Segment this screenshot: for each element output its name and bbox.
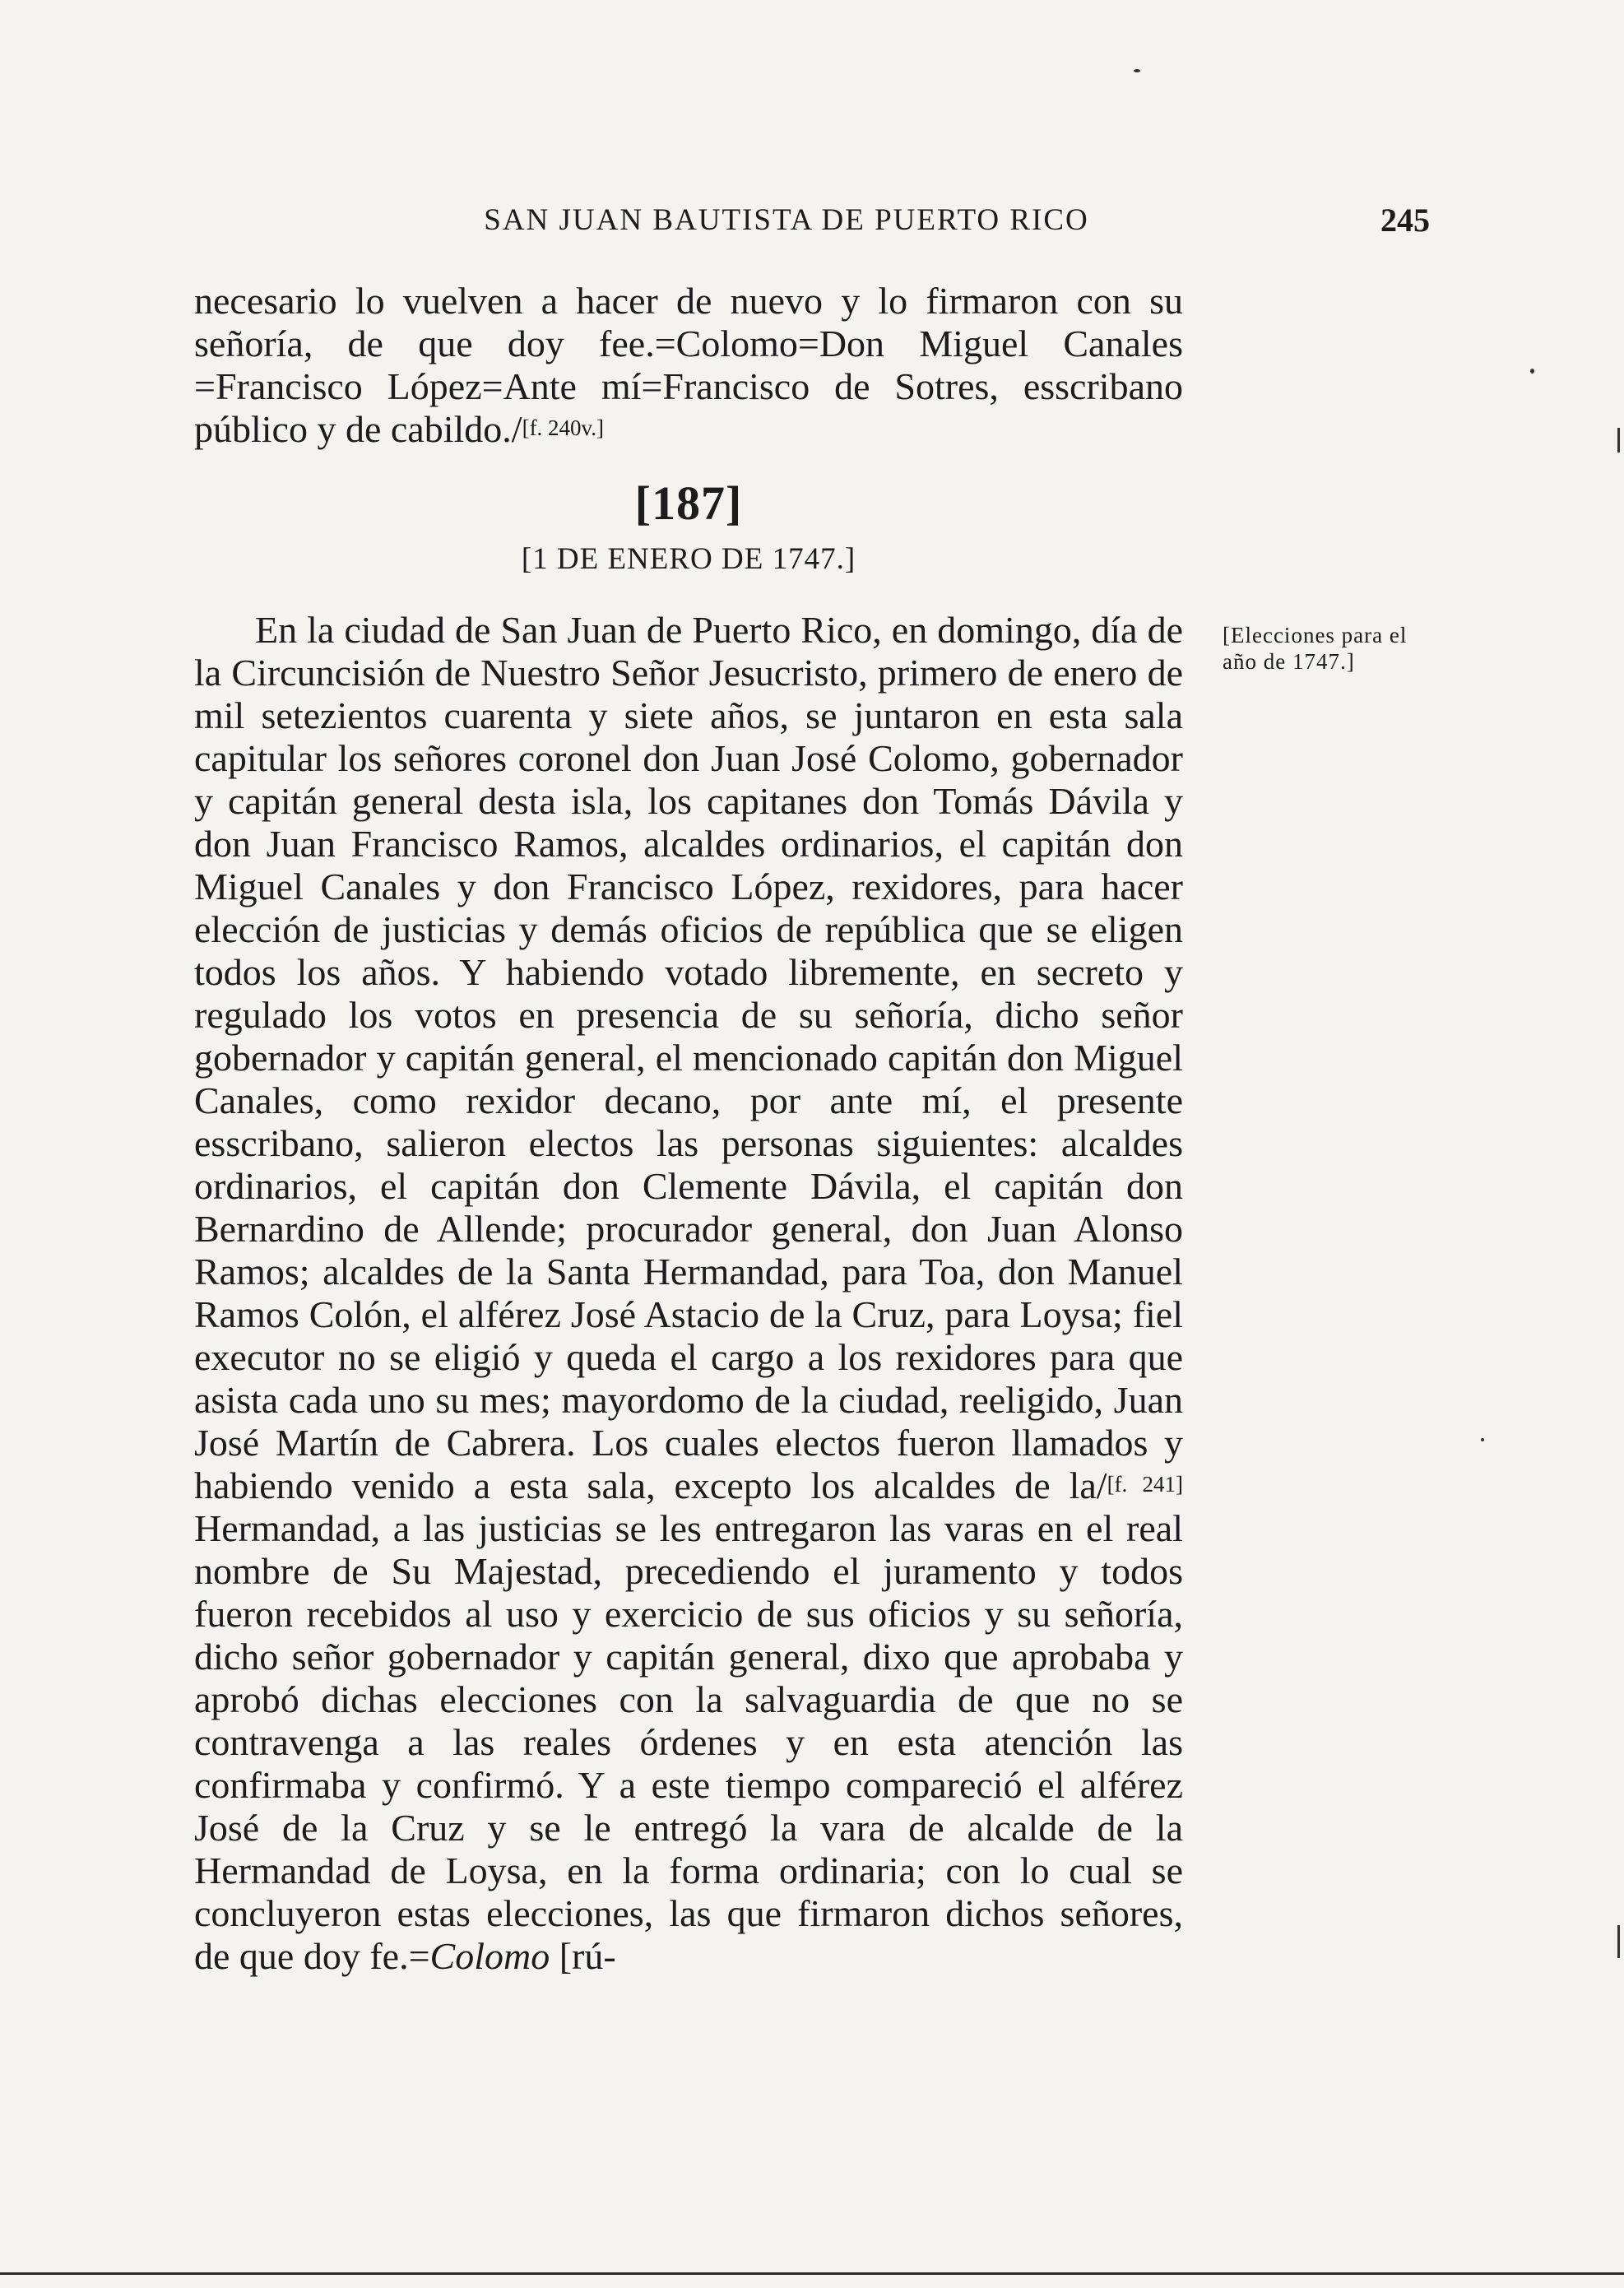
entry-text-part2: Hermandad, a las justicias se les entregaron las varas en el real nombre de Su Majestad, precediendo el juramento y todos fueron recebidos al uso y exercicio de sus oficios y su señoría, dicho señor gobernador y capitán general, dixo que aprobaba y aprobó dichas elecciones con la salvaguardia de que no se contravenga a las reales órdenes y en esta atención las confirmaba y confirmó. Y a este tiempo compareció el alférez José de la Cruz y se le entregó la vara de alcalde de la Hermandad de Loysa, en la forma ordinaria; con lo cual se concluyeron estas elecciones, las que firmaron dichos señores, de que doy fe.= (194, 1507, 1183, 1977)
entry-body (194, 609, 1183, 1978)
marginal-note: [Elecciones para el año de 1747.] (1223, 623, 1408, 674)
entry-text-part1: En la ciudad de San Juan de Puerto Rico, en domingo, día de la Circuncisión de Nuestro Señor Jesucristo, primero de enero de mil setezientos cuarenta y siete años, se juntaron en esta sala capitular los señores coronel don Juan José Colomo, gobernador y capitán general desta isla, los capitanes don Tomás Dávila y don Juan Francisco Ramos, alcaldes ordinarios, el capitán don Miguel Canales y don Francisco López, rexidores, para hacer elección de justicias y demás oficios de república que se eligen todos los años. Y habiendo votado libremente, en secreto y regulado los votos en presencia de su señoría, dicho señor gobernador y capitán general, el mencionado capitán don Miguel Canales, como rexidor decano, por ante mí, el presente esscribano, salieron electos las personas siguientes: alcaldes ordinarios, el capitán don Clemente Dávila, el capitán don Bernardino de Allende; procurador general, don Juan Alonso Ramos; alcaldes de la Santa Hermandad, para Toa, don Manuel Ramos Colón, el alférez José Astacio de la Cruz, para Loysa; fiel executor no se eligió y queda el cargo a los rexidores para que asista cada uno su mes; mayordomo de la ciudad, reeligido, Juan José Martín de Cabrera. Los cuales electos fueron llamados y habiendo venido a esta sala, excepto los alcaldes de la/ (194, 609, 1183, 1506)
scan-edge-mark (1617, 428, 1620, 452)
running-header (194, 196, 1430, 245)
continuation-paragraph (194, 280, 1183, 451)
entry-date: [1 DE ENERO DE 1747.] (521, 542, 856, 576)
entry-trailing: [rú- (550, 1935, 616, 1977)
scan-speck (1530, 369, 1534, 374)
continuation-text: necesario lo vuelven a hacer de nuevo y lo firmaron con su señoría, de que doy fee.=Colomo=Don Miguel Canales =Francisco López=Ante mí=Francisco de Sotres, esscribano público y de cabildo./ (194, 280, 1183, 450)
scan-speck (1481, 1438, 1484, 1441)
folio-marker: [f. 240v.] (522, 415, 605, 440)
bottom-rule (0, 2272, 1624, 2275)
running-title: SAN JUAN BAUTISTA DE PUERTO RICO (484, 203, 1089, 237)
signature: Colomo (429, 1935, 550, 1977)
scan-speck (1134, 69, 1140, 72)
entry-number: [187] (634, 476, 743, 530)
folio-marker: [f. 241] (1107, 1472, 1183, 1497)
scan-edge-mark (1617, 1925, 1620, 1958)
page-number: 245 (1380, 202, 1430, 239)
